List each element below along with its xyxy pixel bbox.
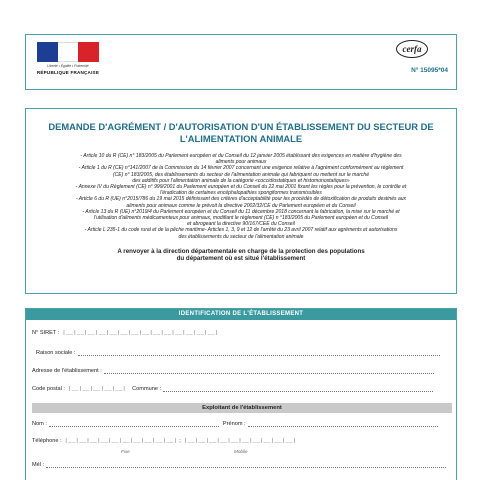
code-postal-input[interactable]: |__|__|__|__|__|	[67, 386, 127, 392]
mel-row	[32, 462, 446, 468]
mel-field[interactable]	[46, 462, 446, 468]
reference-line: - Annexe IV du Règlement (CE) n° 999/2001 du Parlement européen et du Conseil du 22 mai 2001 fixant les règles pour la prévention, le contrôle et	[75, 184, 407, 191]
siret-input[interactable]: |__|__|__|__|__|__|__|__|__|__|__|__|__|__|	[62, 330, 219, 336]
raison-sociale-field[interactable]	[78, 350, 440, 356]
mobile-caption: Mobile	[234, 449, 248, 454]
reference-line: aliments pour animaux comme le prévoit la directive 2002/32/CE du Parlement européen et du Conseil	[126, 202, 356, 209]
french-flag-icon	[37, 42, 99, 62]
adresse-label: Adresse de l'établissement :	[32, 368, 102, 374]
telephone-fixe-input[interactable]: |__|__|__|__|__|__|__|__|__|__|	[64, 438, 178, 444]
page-title: DEMANDE D'AGRÉMENT / D'AUTORISATION D'UN ÉTABLISSEMENT DU SECTEUR DE L'ALIMENTATION ANIMALE	[48, 121, 434, 144]
reference-line: l'utilisation d'aliments médicamenteux pour animaux, modifiant le règlement (CE) n °183/2005 du Parlement européen et du Conseil	[93, 215, 389, 222]
identification-form	[25, 308, 457, 480]
commune-label: Commune :	[132, 386, 162, 392]
republic-label: RÉPUBLIQUE FRANÇAISE	[36, 70, 100, 75]
reference-line: des additifs pour l'alimentation animale de la catégorie «coccidiostatiques et histomonostatiques»	[132, 177, 350, 184]
raison-sociale-label: Raison sociale :	[36, 350, 76, 356]
telephone-mobile-input[interactable]: |__|__|__|__|__|__|__|__|__|__|	[183, 438, 297, 444]
motto: Liberté • Égalité • Fraternité	[47, 64, 89, 68]
reference-line: l'éradication de certaines encéphalopathies spongiformes transmissibles	[160, 190, 322, 197]
siret-row	[32, 330, 219, 336]
identification-heading: IDENTIFICATION DE L'ÉTABLISSEMENT	[26, 309, 456, 320]
reference-line: aliments pour animaux	[215, 159, 267, 166]
prenom-label: Prénom :	[222, 421, 246, 427]
adresse-row	[32, 368, 434, 374]
mel-label: Mél :	[32, 462, 45, 468]
legal-references	[36, 153, 446, 240]
return-notice: A renvoyer à la direction départementale en charge de la protection des populations du département où est situé l'établissement	[117, 247, 365, 263]
nom-label: Nom :	[32, 421, 47, 427]
nom-field[interactable]	[49, 421, 219, 427]
siret-label: N° SIRET :	[32, 330, 60, 336]
reference-line: - Article 13 du R (UE) n°2019/4 du Parlement européen et du Conseil du 11 décembre 2018 concernant la fabrication, la mise sur le marché et	[82, 208, 400, 215]
cerfa-number: N° 15095*04	[411, 67, 448, 74]
nom-row	[32, 421, 438, 427]
reference-line: - Article 6 du R (UE) n°2015/786 du 19 mai 2015 définissant des critères d'acceptabilité pour les procédés de détoxification de produits destinés aux	[75, 196, 407, 203]
marianne-logo	[33, 42, 103, 84]
telephone-row: Téléphone : |__|__|__|__|__|__|__|__|__|__| ; |__|__|__|__|__|__|__|__|__|__|	[32, 438, 297, 444]
fixe-caption: Fixe	[121, 449, 130, 454]
title-box	[25, 108, 457, 294]
reference-line: et abrogeant la directive 90/167/CEE du Conseil	[187, 221, 295, 228]
commune-field[interactable]	[163, 386, 433, 392]
exploitant-heading: Exploitant de l'établissement	[32, 403, 452, 413]
reference-line: - Article L 235-1 du code rural et de la pêche maritime- Articles 1, 3, 9 et 12 de l'arrêté du 23 avril 2007 relatif aux agréments et autorisations	[84, 227, 398, 234]
reference-line: - Article 10 du R (CE) n° 183/2005 du Parlement européen et du Conseil du 12 janvier 2005 établissant des exigences en matière d'hygiène des	[80, 153, 402, 159]
header-box	[25, 34, 457, 90]
reference-line: - Article 1 du R (CE) n°141/2007 de la Commission du 14 février 2007 concernant une exigence relative à l'agrément conformément au règlement	[78, 165, 404, 172]
prenom-field[interactable]	[248, 421, 438, 427]
code-postal-label: Code postal :	[32, 386, 65, 392]
cerfa-logo: cerfa	[396, 40, 428, 58]
raison-sociale-row	[36, 350, 440, 356]
reference-line: des établissements du secteur de l'alimentation animale	[178, 233, 304, 240]
telephone-label: Téléphone :	[32, 438, 62, 444]
reference-line: (CE) n° 183/2005, des établissements du secteur de l'alimentation animale qui fabriquent ou mettent sur le marché	[112, 171, 370, 178]
adresse-field[interactable]	[104, 368, 434, 374]
code-postal-row	[32, 386, 433, 392]
